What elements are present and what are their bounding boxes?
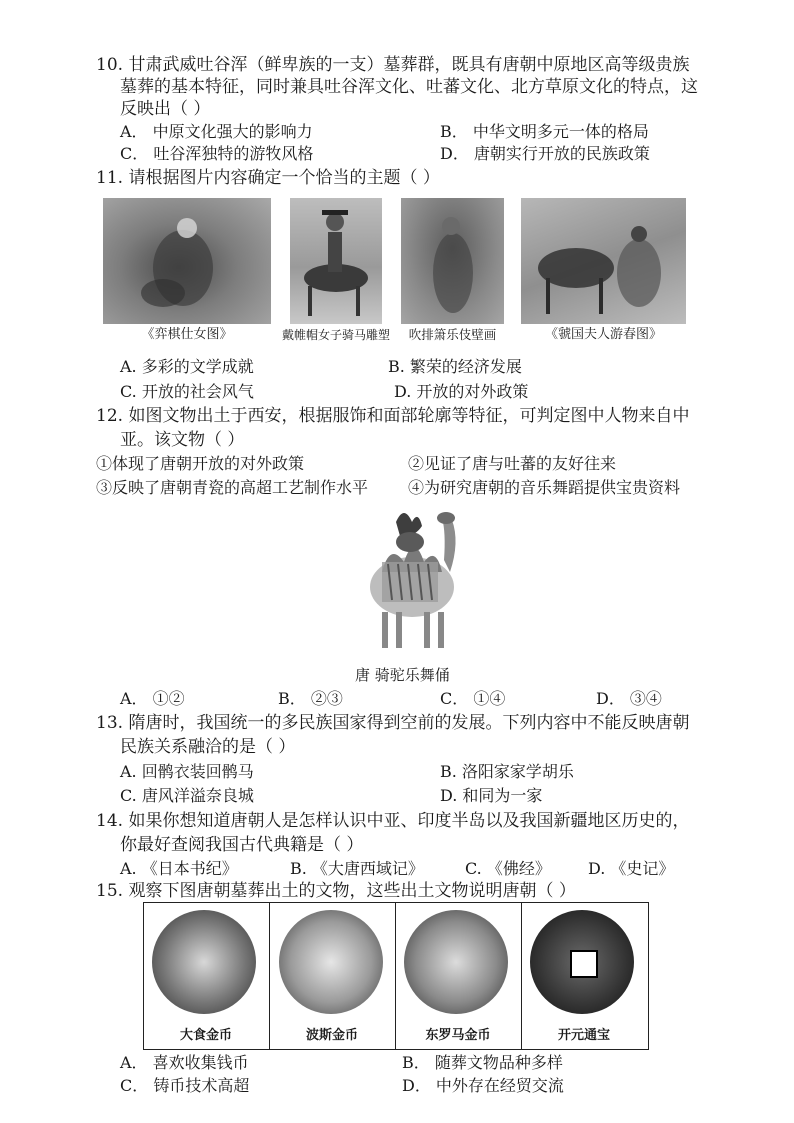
- painting-figures: [103, 198, 271, 324]
- caption-weiqi-ladies: 《弈棋仕女图》: [141, 327, 233, 342]
- q14-option-d: D. 《史记》: [588, 859, 675, 878]
- q15-option-c: C． 铸币技术高超: [120, 1076, 250, 1095]
- q11-stem: 11. 请根据图片内容确定一个恰当的主题（ ）: [96, 168, 440, 188]
- q13-option-d: D. 和同为一家: [440, 786, 543, 805]
- coin-caption-persian: 波斯金币: [305, 1028, 358, 1043]
- musician-figure: [401, 198, 504, 324]
- q13-option-c: C. 唐风洋溢奈良城: [120, 786, 254, 805]
- q12-option-c: C． ①④: [440, 689, 506, 708]
- q12-stem-line2: 亚。该文物（ ）: [120, 430, 245, 450]
- caption-lady-guo: 《虢国夫人游春图》: [544, 327, 662, 342]
- coin-caption-kaiyuan: 开元通宝: [557, 1028, 610, 1043]
- q10-stem-line3: 反映出（ ）: [120, 99, 211, 119]
- coin-caption-dinar: 大食金币: [179, 1028, 232, 1043]
- q13-stem-line1: 13. 隋唐时，我国统一的多民族国家得到空前的发展。下列内容中不能反映唐朝: [96, 713, 690, 733]
- square-hole: [570, 950, 598, 978]
- horse-figures: [521, 198, 686, 324]
- q10-option-a: A． 中原文化强大的影响力: [120, 122, 313, 141]
- q12-option-a: A． ①②: [120, 689, 185, 708]
- q12-option-b: B． ②③: [278, 689, 343, 708]
- kaiyuan-coin-image: [530, 910, 634, 1014]
- q10-stem-line2: 墓葬的基本特征，同时兼具吐谷浑文化、吐蕃文化、北方草原文化的特点，这: [120, 77, 698, 97]
- q15-option-d: D． 中外存在经贸交流: [402, 1076, 564, 1095]
- q12-option-d: D． ③④: [596, 689, 662, 708]
- q15-option-b: B． 随葬文物品种多样: [402, 1053, 563, 1072]
- q12-stem-line1: 12. 如图文物出土于西安，根据服饰和面部轮廓等特征，可判定图中人物来自中: [96, 406, 690, 426]
- caption-panpipe-musician: 吹排箫乐伎壁画: [408, 327, 497, 342]
- q14-option-c: C. 《佛经》: [465, 859, 551, 878]
- painting-image-weiqi-ladies: [103, 198, 271, 324]
- q10-option-b: B． 中华文明多元一体的格局: [440, 122, 649, 141]
- caption-horse-rider: 戴帷帽女子骑马雕塑: [281, 328, 390, 342]
- sculpture-image-horse-rider: [290, 198, 382, 324]
- mural-image-panpipe-musician: [401, 198, 504, 324]
- q14-option-a: A. 《日本书纪》: [120, 859, 238, 878]
- coin-caption-byzantine: 东罗马金币: [425, 1028, 491, 1043]
- q12-statement-4: ④为研究唐朝的音乐舞蹈提供宝贵资料: [408, 478, 681, 497]
- q15-option-a: A． 喜欢收集钱币: [120, 1053, 249, 1072]
- q15-stem: 15. 观察下图唐朝墓葬出土的文物，这些出土文物说明唐朝（ ）: [96, 881, 576, 901]
- q14-option-b: B. 《大唐西域记》: [290, 859, 424, 878]
- q11-option-c: C. 开放的社会风气: [120, 382, 254, 401]
- q13-option-a: A. 回鹘衣装回鹘马: [120, 762, 254, 781]
- painting-image-lady-guo-spring-outing: [521, 198, 686, 324]
- q10-option-d: D． 唐朝实行开放的民族政策: [440, 144, 650, 163]
- persian-coin-image: [279, 910, 383, 1014]
- q13-option-b: B. 洛阳家家学胡乐: [440, 762, 574, 781]
- camel-figurine-image: [352, 502, 468, 652]
- q14-stem-line2: 你最好查阅我国古代典籍是（ ）: [120, 835, 364, 855]
- byzantine-coin-image: [404, 910, 508, 1014]
- q11-option-b: B. 繁荣的经济发展: [388, 357, 522, 376]
- q10-stem-line1: 10. 甘肃武威吐谷浑（鲜卑族的一支）墓葬群，既具有唐朝中原地区高等级贵族: [96, 55, 690, 75]
- q11-option-d: D. 开放的对外政策: [394, 382, 529, 401]
- dinar-coin-image: [152, 910, 256, 1014]
- q12-statement-2: ②见证了唐与吐蕃的友好往来: [408, 454, 617, 473]
- q10-option-c: C． 吐谷浑独特的游牧风格: [120, 144, 314, 163]
- q12-statement-3: ③反映了唐朝青瓷的高超工艺制作水平: [96, 478, 369, 497]
- q13-stem-line2: 民族关系融洽的是（ ）: [120, 737, 296, 757]
- camel-figurine-caption: 唐 骑驼乐舞俑: [355, 666, 450, 684]
- q11-option-a: A. 多彩的文学成就: [120, 357, 254, 376]
- horse-rider-figure: [290, 198, 382, 324]
- q12-statement-1: ①体现了唐朝开放的对外政策: [96, 454, 305, 473]
- q14-stem-line1: 14. 如果你想知道唐朝人是怎样认识中亚、印度半岛以及我国新疆地区历史的，: [96, 811, 690, 831]
